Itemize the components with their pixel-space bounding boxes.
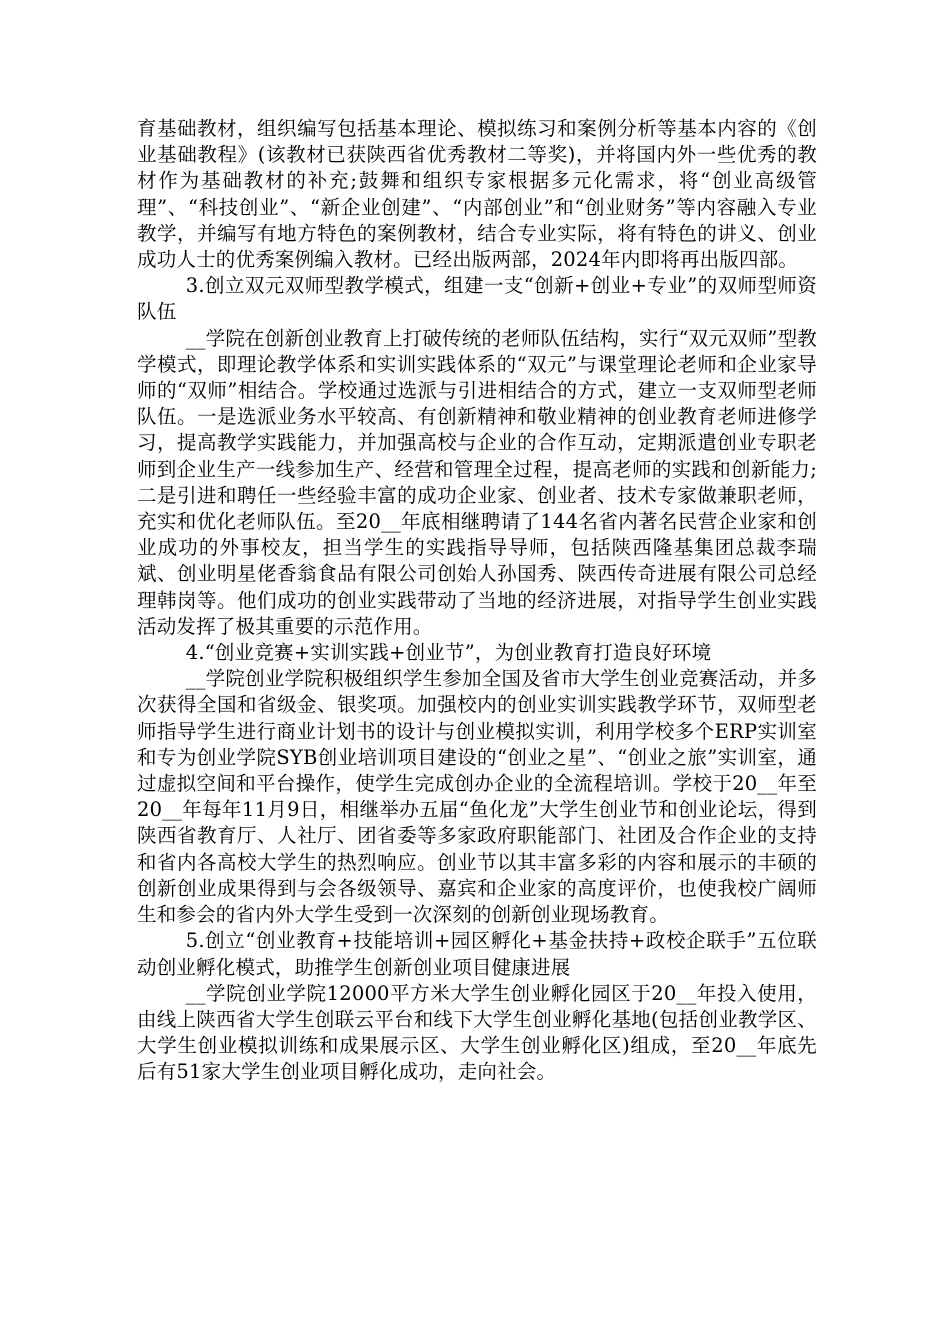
section-heading-4: 4.“创业竞赛+实训实践+创业节”，为创业教育打造良好环境 <box>185 641 712 665</box>
section-heading-5: 5.创立“创业教育+技能培训+园区孵化+基金扶持+政校企联手”五位联动创业孵化模式，助推学生创新创业项目健康进展 <box>137 929 817 979</box>
body-paragraph: __学院创业学院积极组织学生参加全国及省市大学生创业竞赛活动，并多次获得全国和省级金、银奖项。加强校内的创业实训实践教学环节，双师型老师指导学生进行商业计划书的设计与创业模拟实训，利用学校多个ERP实训室和专为创业学院SYB创业培训项目建设的“创业之星”、“创业之旅”实训室，通过虚拟空间和平台操作，使学生完成创办企业的全流程培训。学校于20__年至20__年每年11月9日，相继举办五届“鱼化龙”大学生创业节和创业论坛，得到陕西省教育厅、人社厅、团省委等多家政府职能部门、社团及合作企业的支持和省内各高校大学生的热烈响应。创业节以其丰富多彩的内容和展示的丰硕的创新创业成果得到与会各级领导、嘉宾和企业家的高度评价，也使我校广阔师生和参会的省内外大学生受到一次深刻的创新创业现场教育。 <box>137 667 817 927</box>
body-paragraph: __学院在创新创业教育上打破传统的老师队伍结构，实行“双元双师”型教学模式，即理论教学体系和实训实践体系的“双元”与课堂理论老师和企业家导师的“双师”相结合。学校通过选派与引进相结合的方式，建立一支双师型老师队伍。一是选派业务水平较高、有创新精神和敬业精神的创业教育老师进修学习，提高教学实践能力，并加强高校与企业的合作互动，定期派遣创业专职老师到企业生产一线参加生产、经营和管理全过程，提高老师的实践和创新能力;二是引进和聘任一些经验丰富的成功企业家、创业者、技术专家做兼职老师，充实和优化老师队伍。至20__年底相继聘请了144名省内著名民营企业家和创业成功的外事校友，担当学生的实践指导导师，包括陕西隆基集团总裁李瑞斌、创业明星佬香翁食品有限公司创始人孙国秀、陕西传奇进展有限公司总经理韩岗等。他们成功的创业实践带动了当地的经济进展，对指导学生创业实践活动发挥了极其重要的示范作用。 <box>137 326 817 638</box>
body-paragraph: 育基础教材，组织编写包括基本理论、模拟练习和案例分析等基本内容的《创业基础教程》(该教材已获陕西省优秀教材二等奖)，并将国内外一些优秀的教材作为基础教材的补充;鼓舞和组织专家根据多元化需求，将“创业高级管理”、“科技创业”、“新企业创建”、“内部创业”和“创业财务”等内容融入专业教学，并编写有地方特色的案例教材，结合专业实际，将有特色的讲义、创业成功人士的优秀案例编入教材。已经出版两部，2024年内即将再出版四部。 <box>137 117 817 272</box>
body-paragraph: __学院创业学院12000平方米大学生创业孵化园区于20__年投入使用，由线上陕西省大学生创联云平台和线下大学生创业孵化基地(包括创业教学区、大学生创业模拟训练和成果展示区、大学生创业孵化区)组成，至20__年底先后有51家大学生创业项目孵化成功，走向社会。 <box>137 981 817 1084</box>
document-page <box>137 116 817 1086</box>
section-heading-3: 3.创立双元双师型教学模式，组建一支“创新+创业+专业”的双师型师资队伍 <box>137 274 817 324</box>
